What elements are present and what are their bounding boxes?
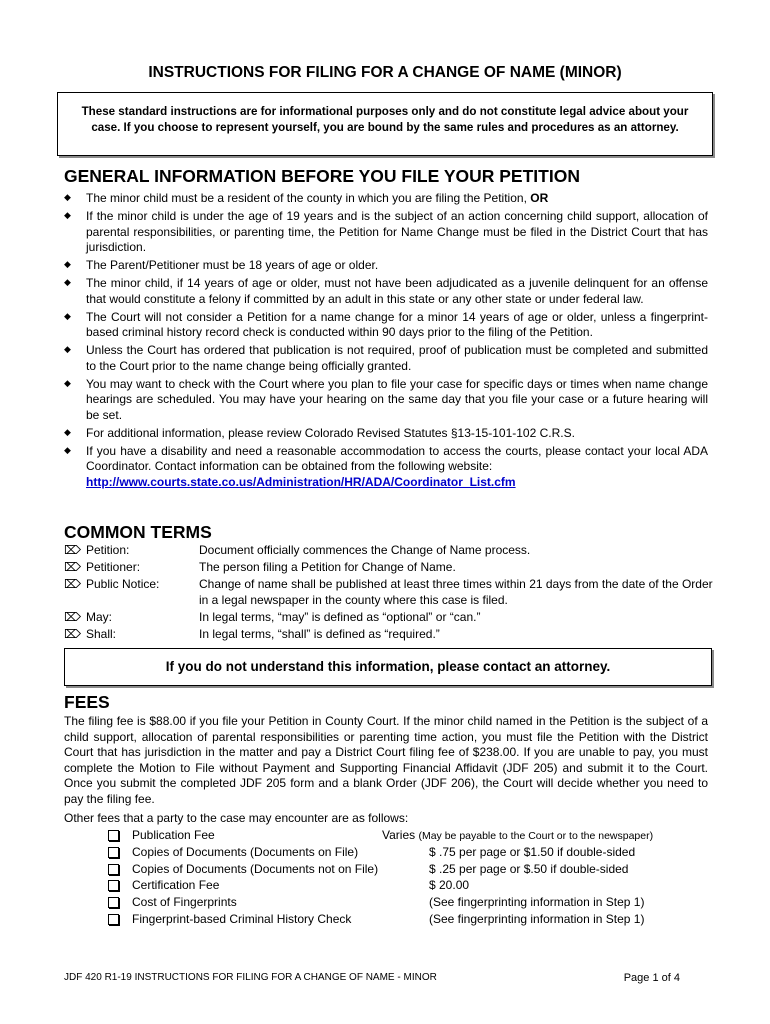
diamond-bullet-icon: ◆ bbox=[64, 259, 71, 269]
fees-paragraph: The filing fee is $88.00 if you file your Petition in County Court. If the minor child named in the Petition is the subject of a child support, allocation of parental responsibilities or parenting time action, you must file the Petition with the District Court that has jurisdiction in the matter and pay a District Court filing fee of $238.00. If you are unable to pay, you must complete the Motion to File without Payment and Supporting Financial Affidavit (JDF 205) and submit it to the Court. Once you submit the completed JDF 205 form and a blank Order (JDF 206), the Court will decide whether you need to pay the filing fee. bbox=[64, 714, 708, 806]
list-item: ◆ If you have a disability and need a reasonable accommodation to access the courts, please contact your local ADA Coordinator. Contact information can be obtained from the following website: http://www.courts.state.co.us/Administration/HR/ADA/Coordinator_List.cfm bbox=[64, 443, 708, 489]
list-item: ◆ The minor child, if 14 years of age or older, must not have been adjudicated as a juvenile delinquent for an offense that would constitute a felony if committed by an adult in this state or any other state or under federal law. bbox=[64, 276, 708, 306]
fee-name: Certification Fee bbox=[132, 878, 220, 893]
diamond-bullet-icon: ◆ bbox=[64, 310, 71, 321]
disclaimer-box: These standard instructions are for informational purposes only and do not constitute legal advice about your case. If you choose to represent yourself, you are bound by the same rules and procedures as an attorney. bbox=[57, 92, 713, 156]
term-label: Public Notice: bbox=[86, 577, 160, 591]
common-terms-heading: COMMON TERMS bbox=[64, 522, 212, 542]
fee-row bbox=[108, 895, 708, 912]
delete-key-icon: ⌦ bbox=[64, 543, 81, 557]
delete-key-icon: ⌦ bbox=[64, 626, 81, 641]
ada-coordinator-link[interactable]: http://www.courts.state.co.us/Administration/HR/ADA/Coordinator_List.cfm bbox=[86, 474, 516, 489]
fee-amount: Varies (May be payable to the Court or to the newspaper) bbox=[382, 828, 654, 842]
delete-key-icon: ⌦ bbox=[64, 577, 81, 591]
fee-name: Publication Fee bbox=[132, 828, 215, 842]
general-information-list bbox=[64, 191, 708, 493]
term-label: Shall: bbox=[86, 626, 117, 641]
diamond-bullet-icon: ◆ bbox=[64, 210, 71, 220]
term-definition: The person filing a Petition for Change of Name. bbox=[199, 560, 456, 574]
fees-heading: FEES bbox=[64, 692, 110, 712]
term-row bbox=[64, 610, 714, 626]
form-id: JDF 420 R1-19 INSTRUCTIONS FOR FILING FOR A CHANGE OF NAME - MINOR bbox=[64, 972, 437, 983]
fee-name: Cost of Fingerprints bbox=[132, 895, 237, 910]
fee-amount: $ 20.00 bbox=[429, 878, 470, 893]
diamond-bullet-icon: ◆ bbox=[64, 444, 71, 455]
general-information-heading: GENERAL INFORMATION BEFORE YOU FILE YOUR PETITION bbox=[64, 166, 580, 186]
delete-key-icon: ⌦ bbox=[64, 560, 81, 574]
checkbox-icon bbox=[108, 864, 119, 875]
list-item: ◆ For additional information, please review Colorado Revised Statutes §13-15-101-102 C.R.S. bbox=[64, 425, 575, 440]
fee-row bbox=[108, 912, 708, 929]
fee-amount: (See fingerprinting information in Step 1) bbox=[429, 911, 645, 926]
fee-amount: $ .75 per page or $1.50 if double-sided bbox=[429, 844, 636, 859]
term-label: Petition: bbox=[86, 543, 130, 557]
term-row bbox=[64, 577, 714, 608]
checkbox-icon bbox=[108, 847, 119, 858]
fee-name: Copies of Documents (Documents not on File) bbox=[132, 861, 379, 876]
list-item: ◆ If the minor child is under the age of 19 years and is the subject of an action concerning child support, allocation of parental responsibilities, or parenting time, the Petition for Name Change must be filed in the District Court that has jurisdiction. bbox=[64, 209, 708, 254]
page-title: INSTRUCTIONS FOR FILING FOR A CHANGE OF NAME (MINOR) bbox=[148, 64, 622, 81]
term-definition: Change of name shall be published at least three times within 21 days from the date of the Order in a legal newspaper in the county where this case is filed. bbox=[199, 577, 713, 607]
fee-row bbox=[108, 862, 708, 879]
term-row bbox=[64, 560, 714, 576]
fee-name: Copies of Documents (Documents on File) bbox=[132, 844, 359, 859]
diamond-bullet-icon: ◆ bbox=[64, 426, 71, 437]
term-row bbox=[64, 627, 714, 643]
checkbox-icon bbox=[108, 830, 119, 841]
fee-name: Fingerprint-based Criminal History Check bbox=[132, 911, 352, 926]
or-emphasis: OR bbox=[530, 191, 549, 205]
common-terms-list bbox=[64, 543, 714, 644]
diamond-bullet-icon: ◆ bbox=[64, 344, 71, 354]
other-fees-list bbox=[108, 828, 708, 929]
checkbox-icon bbox=[108, 914, 119, 925]
attorney-notice-box: If you do not understand this information, please contact an attorney. bbox=[64, 648, 712, 686]
page-number: Page 1 of 4 bbox=[623, 972, 680, 984]
list-item: ◆ The Court will not consider a Petition for a name change for a minor 14 years of age or older, unless a fingerprint-based criminal history record check is conducted within 90 days prior to the filing of the Petition. bbox=[64, 309, 708, 339]
list-item: ◆ The minor child must be a resident of the county in which you are filing the Petition, OR bbox=[64, 191, 549, 205]
term-label: May: bbox=[86, 609, 113, 624]
term-definition: In legal terms, “may” is defined as “optional” or “can.” bbox=[199, 609, 481, 624]
term-definition: In legal terms, “shall” is defined as “required.” bbox=[199, 626, 440, 641]
diamond-bullet-icon: ◆ bbox=[64, 192, 71, 202]
diamond-bullet-icon: ◆ bbox=[64, 277, 71, 287]
list-item: ◆ The Parent/Petitioner must be 18 years of age or older. bbox=[64, 258, 379, 272]
fee-note: (May be payable to the Court or to the newspaper) bbox=[418, 830, 654, 842]
list-item: ◆ Unless the Court has ordered that publication is not required, proof of publication must be completed and submitted to the Court prior to the name change being officially granted. bbox=[64, 343, 708, 373]
other-fees-intro: Other fees that a party to the case may encounter are as follows: bbox=[64, 811, 409, 825]
fee-row bbox=[108, 878, 708, 895]
term-row bbox=[64, 543, 714, 559]
delete-key-icon: ⌦ bbox=[64, 609, 81, 624]
checkbox-icon bbox=[108, 897, 119, 908]
list-item: ◆ You may want to check with the Court where you plan to file your case for specific days or times when name change hearings are scheduled. You may have your hearing on the same day that you file your case or a future hearing will be set. bbox=[64, 376, 708, 422]
fee-amount: $ .25 per page or $.50 if double-sided bbox=[429, 861, 629, 876]
fee-amount: (See fingerprinting information in Step 1) bbox=[429, 895, 645, 910]
term-definition: Document officially commences the Change of Name process. bbox=[199, 543, 531, 557]
fee-row bbox=[108, 845, 708, 862]
fee-row bbox=[108, 828, 708, 845]
diamond-bullet-icon: ◆ bbox=[64, 377, 71, 388]
term-label: Petitioner: bbox=[86, 560, 141, 574]
checkbox-icon bbox=[108, 880, 119, 891]
